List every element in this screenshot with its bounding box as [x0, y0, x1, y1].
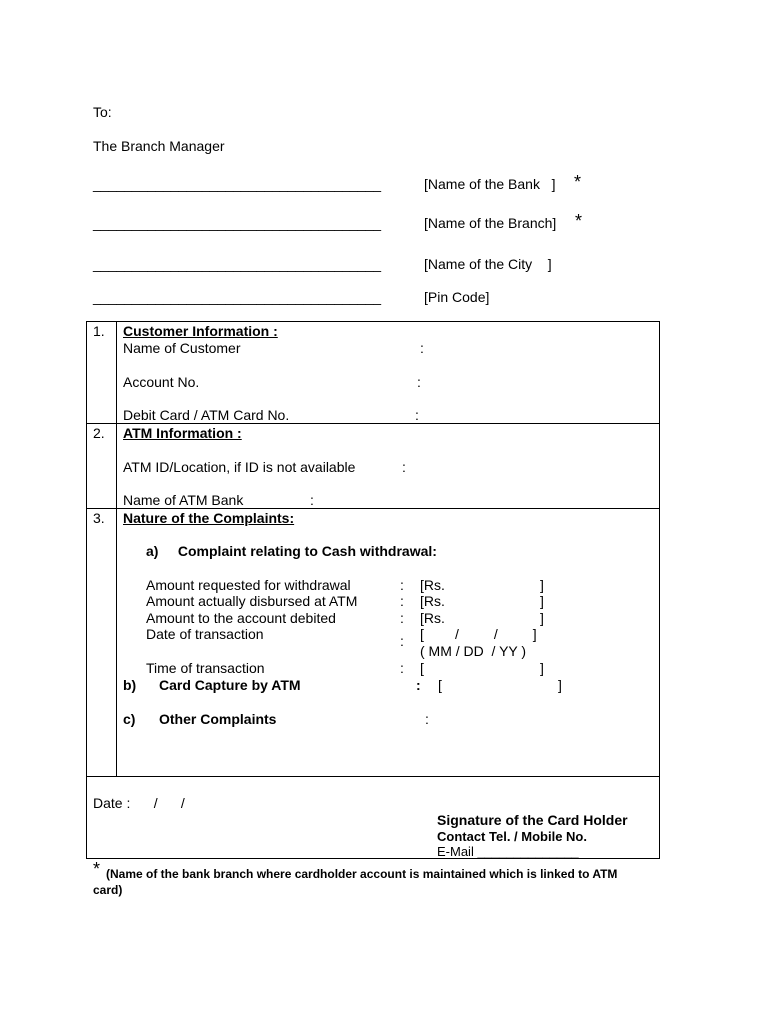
bank-name-label: [Name of the Bank ]: [424, 176, 556, 192]
atm-id-field[interactable]: :: [402, 459, 406, 475]
card-number-field[interactable]: :: [415, 407, 419, 423]
card-capture-field[interactable]: [: [438, 677, 442, 693]
atm-bank-field[interactable]: :: [310, 492, 314, 508]
signature-label: Signature of the Card Holder: [437, 812, 628, 828]
contact-label: Contact Tel. / Mobile No.: [437, 829, 587, 844]
colon: :: [400, 577, 404, 593]
branch-name-label: [Name of the Branch]: [424, 215, 557, 231]
pin-code-label: [Pin Code]: [424, 289, 490, 305]
required-mark: *: [574, 172, 582, 192]
colon: :: [400, 610, 404, 626]
section-number: 1.: [93, 323, 105, 339]
account-number-label: Account No.: [123, 374, 200, 390]
close-bracket: ]: [558, 677, 562, 693]
transaction-date-label: Date of transaction: [146, 626, 264, 642]
colon: :: [400, 660, 404, 676]
amount-requested-label: Amount requested for withdrawal: [146, 577, 351, 593]
section-divider: [86, 776, 660, 777]
close-bracket: ]: [540, 593, 544, 609]
cash-withdrawal-heading: a) Complaint relating to Cash withdrawal:: [146, 543, 437, 559]
customer-info-heading: Customer Information :: [123, 323, 278, 339]
customer-name-label: Name of Customer: [123, 340, 241, 356]
amount-requested-field[interactable]: [Rs.: [420, 577, 445, 593]
other-complaints-marker: c): [123, 711, 136, 727]
other-complaints-field[interactable]: :: [425, 711, 429, 727]
card-capture-marker: b): [123, 677, 137, 693]
bank-name-blank[interactable]: _____________________________________: [93, 176, 382, 192]
footnote-text-continued: card): [93, 883, 123, 897]
close-bracket: ]: [540, 577, 544, 593]
city-name-blank[interactable]: _____________________________________: [93, 256, 382, 272]
card-number-label: Debit Card / ATM Card No.: [123, 407, 290, 423]
other-complaints-label: Other Complaints: [159, 711, 277, 727]
footnote-mark: *: [93, 859, 101, 879]
required-mark: *: [575, 211, 583, 231]
transaction-time-field[interactable]: [: [420, 660, 424, 676]
section-number: 2.: [93, 425, 105, 441]
table-number-column-border: [116, 321, 117, 777]
amount-disbursed-field[interactable]: [Rs.: [420, 593, 445, 609]
table-top-border: [86, 321, 660, 322]
addressee: The Branch Manager: [93, 138, 225, 154]
table-left-border: [86, 321, 87, 859]
amount-debited-label: Amount to the account debited: [146, 610, 336, 626]
colon: :: [416, 677, 421, 693]
date-format-hint: ( MM / DD / YY ): [420, 643, 527, 659]
close-bracket: ]: [540, 610, 544, 626]
branch-name-blank[interactable]: _____________________________________: [93, 215, 382, 231]
customer-name-field[interactable]: :: [420, 340, 424, 356]
complaints-heading: Nature of the Complaints:: [123, 510, 295, 526]
atm-bank-label: Name of ATM Bank: [123, 492, 244, 508]
pin-code-blank[interactable]: _____________________________________: [93, 289, 382, 305]
table-right-border: [659, 321, 660, 859]
colon: :: [400, 633, 404, 649]
account-number-field[interactable]: :: [417, 374, 421, 390]
transaction-date-field[interactable]: [ / / ]: [420, 626, 537, 642]
transaction-time-label: Time of transaction: [146, 660, 265, 676]
amount-disbursed-label: Amount actually disbursed at ATM: [146, 593, 358, 609]
section-number: 3.: [93, 510, 105, 526]
email-field[interactable]: E-Mail ______________: [437, 844, 579, 859]
card-capture-label: Card Capture by ATM: [159, 677, 301, 693]
date-field[interactable]: Date : / /: [93, 795, 185, 811]
footnote-text: (Name of the bank branch where cardholder account is maintained which is linked to ATM: [106, 867, 618, 881]
atm-info-heading: ATM Information :: [123, 425, 242, 441]
city-name-label: [Name of the City ]: [424, 256, 552, 272]
section-divider: [86, 508, 660, 509]
close-bracket: ]: [540, 660, 544, 676]
section-divider: [86, 423, 660, 424]
amount-debited-field[interactable]: [Rs.: [420, 610, 445, 626]
atm-id-label: ATM ID/Location, if ID is not available: [123, 459, 356, 475]
to-label: To:: [93, 104, 112, 120]
colon: :: [400, 593, 404, 609]
